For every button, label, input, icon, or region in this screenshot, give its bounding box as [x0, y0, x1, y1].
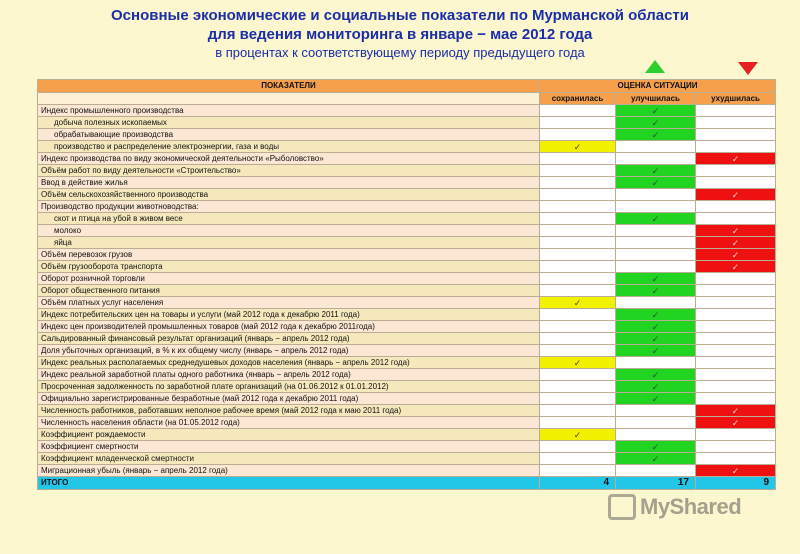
status-cell-empty [540, 285, 616, 297]
status-cell-empty [616, 237, 696, 249]
status-cell-empty [540, 117, 616, 129]
status-cell-empty [616, 465, 696, 477]
status-cell-empty [540, 129, 616, 141]
status-cell-empty [540, 465, 616, 477]
row-label: Коэффициент рождаемости [38, 429, 540, 441]
status-cell-empty [616, 153, 696, 165]
table-row [38, 297, 776, 309]
status-cell-empty [540, 237, 616, 249]
total-label: ИТОГО [38, 477, 540, 490]
status-cell-empty [616, 417, 696, 429]
status-check-same: ✓ [540, 141, 616, 153]
total-row [38, 477, 776, 490]
status-check-worse: ✓ [696, 405, 776, 417]
row-label: яйца [38, 237, 540, 249]
table-row [38, 213, 776, 225]
status-cell-empty [540, 369, 616, 381]
status-cell-empty [696, 321, 776, 333]
row-label: Оборот розничной торговли [38, 273, 540, 285]
status-cell-empty [540, 213, 616, 225]
status-cell-empty [540, 345, 616, 357]
total-better: 17 [616, 477, 696, 490]
table-row [38, 189, 776, 201]
status-check-better: ✓ [616, 381, 696, 393]
status-cell-empty [616, 225, 696, 237]
row-label: Доля убыточных организаций, в % к их общему числу (январь − апрель 2012 года) [38, 345, 540, 357]
status-check-worse: ✓ [696, 417, 776, 429]
row-label: Численность работников, работавших неполное рабочее время (май 2012 года к маю 2011 года) [38, 405, 540, 417]
status-cell-empty [540, 153, 616, 165]
row-label: Объём грузооборота транспорта [38, 261, 540, 273]
table-subheader-row [38, 93, 776, 105]
status-check-better: ✓ [616, 273, 696, 285]
table-row [38, 285, 776, 297]
row-label: Индекс реальных располагаемых среднедушевых доходов населения (январь − апрель 2012 года) [38, 357, 540, 369]
row-label: обрабатывающие производства [38, 129, 540, 141]
title-line2: для ведения мониторинга в январе − мае 2012 года [207, 26, 593, 43]
status-check-better: ✓ [616, 369, 696, 381]
status-check-better: ✓ [616, 309, 696, 321]
status-cell-empty [696, 117, 776, 129]
table-row [38, 129, 776, 141]
row-label: Просроченная задолженность по заработной плате организаций (на 01.06.2012 к 01.01.2012) [38, 381, 540, 393]
title-block [0, 6, 800, 61]
status-cell-empty [540, 321, 616, 333]
status-cell-empty [616, 249, 696, 261]
status-cell-empty [616, 405, 696, 417]
table-row [38, 465, 776, 477]
row-label: производство и распределение электроэнергии, газа и воды [38, 141, 540, 153]
row-label: скот и птица на убой в живом весе [38, 213, 540, 225]
table-row [38, 369, 776, 381]
table-row [38, 225, 776, 237]
header-assessment: ОЦЕНКА СИТУАЦИИ [540, 80, 776, 93]
status-check-worse: ✓ [696, 261, 776, 273]
status-cell-empty [696, 393, 776, 405]
status-cell-empty [540, 405, 616, 417]
status-check-same: ✓ [540, 297, 616, 309]
table-row [38, 381, 776, 393]
status-check-worse: ✓ [696, 153, 776, 165]
row-label: Официально зарегистрированные безработные (май 2012 года к декабрю 2011 года) [38, 393, 540, 405]
status-cell-empty [616, 357, 696, 369]
watermark-logo-icon [608, 494, 636, 520]
row-label: молоко [38, 225, 540, 237]
status-cell-empty [696, 441, 776, 453]
status-cell-empty [696, 141, 776, 153]
status-cell-empty [540, 417, 616, 429]
status-cell-empty [696, 381, 776, 393]
status-cell-empty [540, 165, 616, 177]
table-row [38, 273, 776, 285]
row-label: Объём платных услуг населения [38, 297, 540, 309]
status-cell-empty [696, 333, 776, 345]
status-check-worse: ✓ [696, 249, 776, 261]
row-label: Объём сельскохозяйственного производства [38, 189, 540, 201]
row-label: добыча полезных ископаемых [38, 117, 540, 129]
status-cell-empty [696, 105, 776, 117]
status-cell-empty [540, 273, 616, 285]
table-row [38, 357, 776, 369]
header-indicators: ПОКАЗАТЕЛИ [38, 80, 540, 93]
table-row [38, 105, 776, 117]
status-check-better: ✓ [616, 129, 696, 141]
row-label: Объём работ по виду деятельности «Строительство» [38, 165, 540, 177]
status-cell-empty [616, 261, 696, 273]
worsened-triangle-icon [738, 62, 758, 75]
table-row [38, 117, 776, 129]
status-check-worse: ✓ [696, 189, 776, 201]
status-cell-empty [696, 129, 776, 141]
status-check-same: ✓ [540, 429, 616, 441]
status-cell-empty [616, 429, 696, 441]
table-row [38, 261, 776, 273]
status-check-worse: ✓ [696, 237, 776, 249]
status-cell-empty [696, 297, 776, 309]
status-cell-empty [540, 453, 616, 465]
status-cell-empty [616, 201, 696, 213]
status-cell-empty [696, 357, 776, 369]
row-label: Индекс промышленного производства [38, 105, 540, 117]
table-row [38, 333, 776, 345]
table-row [38, 417, 776, 429]
status-cell-empty [540, 333, 616, 345]
status-cell-empty [616, 141, 696, 153]
status-cell-empty [696, 369, 776, 381]
status-check-same: ✓ [540, 357, 616, 369]
status-cell-empty [540, 189, 616, 201]
table-row [38, 441, 776, 453]
status-cell-empty [616, 297, 696, 309]
status-cell-empty [696, 273, 776, 285]
row-label: Численность населения области (на 01.05.2012 года) [38, 417, 540, 429]
status-cell-empty [540, 261, 616, 273]
row-label: Объём перевозок грузов [38, 249, 540, 261]
table-row [38, 393, 776, 405]
status-check-better: ✓ [616, 165, 696, 177]
status-check-better: ✓ [616, 345, 696, 357]
status-cell-empty [540, 441, 616, 453]
table-row [38, 345, 776, 357]
table-row [38, 237, 776, 249]
table-row [38, 141, 776, 153]
status-cell-empty [540, 249, 616, 261]
status-cell-empty [540, 177, 616, 189]
status-cell-empty [696, 309, 776, 321]
status-cell-empty [696, 453, 776, 465]
subtitle: в процентах к соответствующему периоду предыдущего года [215, 45, 585, 60]
table-row [38, 405, 776, 417]
table-row [38, 165, 776, 177]
table-row [38, 201, 776, 213]
subheader-worse: ухудшилась [696, 93, 776, 105]
indicators-table [37, 79, 776, 490]
row-label: Индекс потребительских цен на товары и услуги (май 2012 года к декабрю 2011 года) [38, 309, 540, 321]
row-label: Сальдированный финансовый результат организаций (январь − апрель 2012 года) [38, 333, 540, 345]
improved-triangle-icon [645, 60, 665, 73]
total-worse: 9 [696, 477, 776, 490]
status-cell-empty [696, 345, 776, 357]
table-row [38, 453, 776, 465]
row-label: Коэффициент младенческой смертности [38, 453, 540, 465]
status-cell-empty [540, 381, 616, 393]
status-cell-empty [616, 189, 696, 201]
status-check-better: ✓ [616, 393, 696, 405]
status-cell-empty [696, 429, 776, 441]
status-check-better: ✓ [616, 333, 696, 345]
status-check-better: ✓ [616, 177, 696, 189]
row-label: Индекс цен производителей промышленных товаров (май 2012 года к декабрю 2011года) [38, 321, 540, 333]
subheader-same: сохранилась [540, 93, 616, 105]
subheader-better: улучшилась [616, 93, 696, 105]
table-body [38, 105, 776, 477]
subheader-blank [38, 93, 540, 105]
status-cell-empty [696, 165, 776, 177]
row-label: Индекс производства по виду экономической деятельности «Рыболовство» [38, 153, 540, 165]
table-row [38, 429, 776, 441]
status-check-worse: ✓ [696, 225, 776, 237]
status-check-better: ✓ [616, 453, 696, 465]
row-label: Производство продукции животноводства: [38, 201, 540, 213]
status-check-better: ✓ [616, 441, 696, 453]
status-cell-empty [540, 105, 616, 117]
row-label: Индекс реальной заработной платы одного работника (январь − апрель 2012 года) [38, 369, 540, 381]
row-label: Ввод в действие жилья [38, 177, 540, 189]
status-check-better: ✓ [616, 117, 696, 129]
row-label: Оборот общественного питания [38, 285, 540, 297]
status-check-worse: ✓ [696, 465, 776, 477]
status-cell-empty [540, 225, 616, 237]
table-row [38, 153, 776, 165]
status-check-better: ✓ [616, 321, 696, 333]
status-check-better: ✓ [616, 285, 696, 297]
total-same: 4 [540, 477, 616, 490]
table-row [38, 177, 776, 189]
row-label: Коэффициент смертности [38, 441, 540, 453]
title-line1: Основные экономические и социальные показатели по Мурманской области [111, 7, 689, 24]
status-cell-empty [696, 285, 776, 297]
row-label: Миграционная убыль (январь − апрель 2012 года) [38, 465, 540, 477]
status-cell-empty [696, 213, 776, 225]
table-header-row [38, 80, 776, 93]
status-cell-empty [540, 201, 616, 213]
status-cell-empty [540, 309, 616, 321]
status-cell-empty [696, 201, 776, 213]
status-check-better: ✓ [616, 213, 696, 225]
status-cell-empty [540, 393, 616, 405]
watermark: MyShared [640, 494, 742, 519]
table-row [38, 321, 776, 333]
table-row [38, 249, 776, 261]
status-cell-empty [696, 177, 776, 189]
table-row [38, 309, 776, 321]
status-check-better: ✓ [616, 105, 696, 117]
